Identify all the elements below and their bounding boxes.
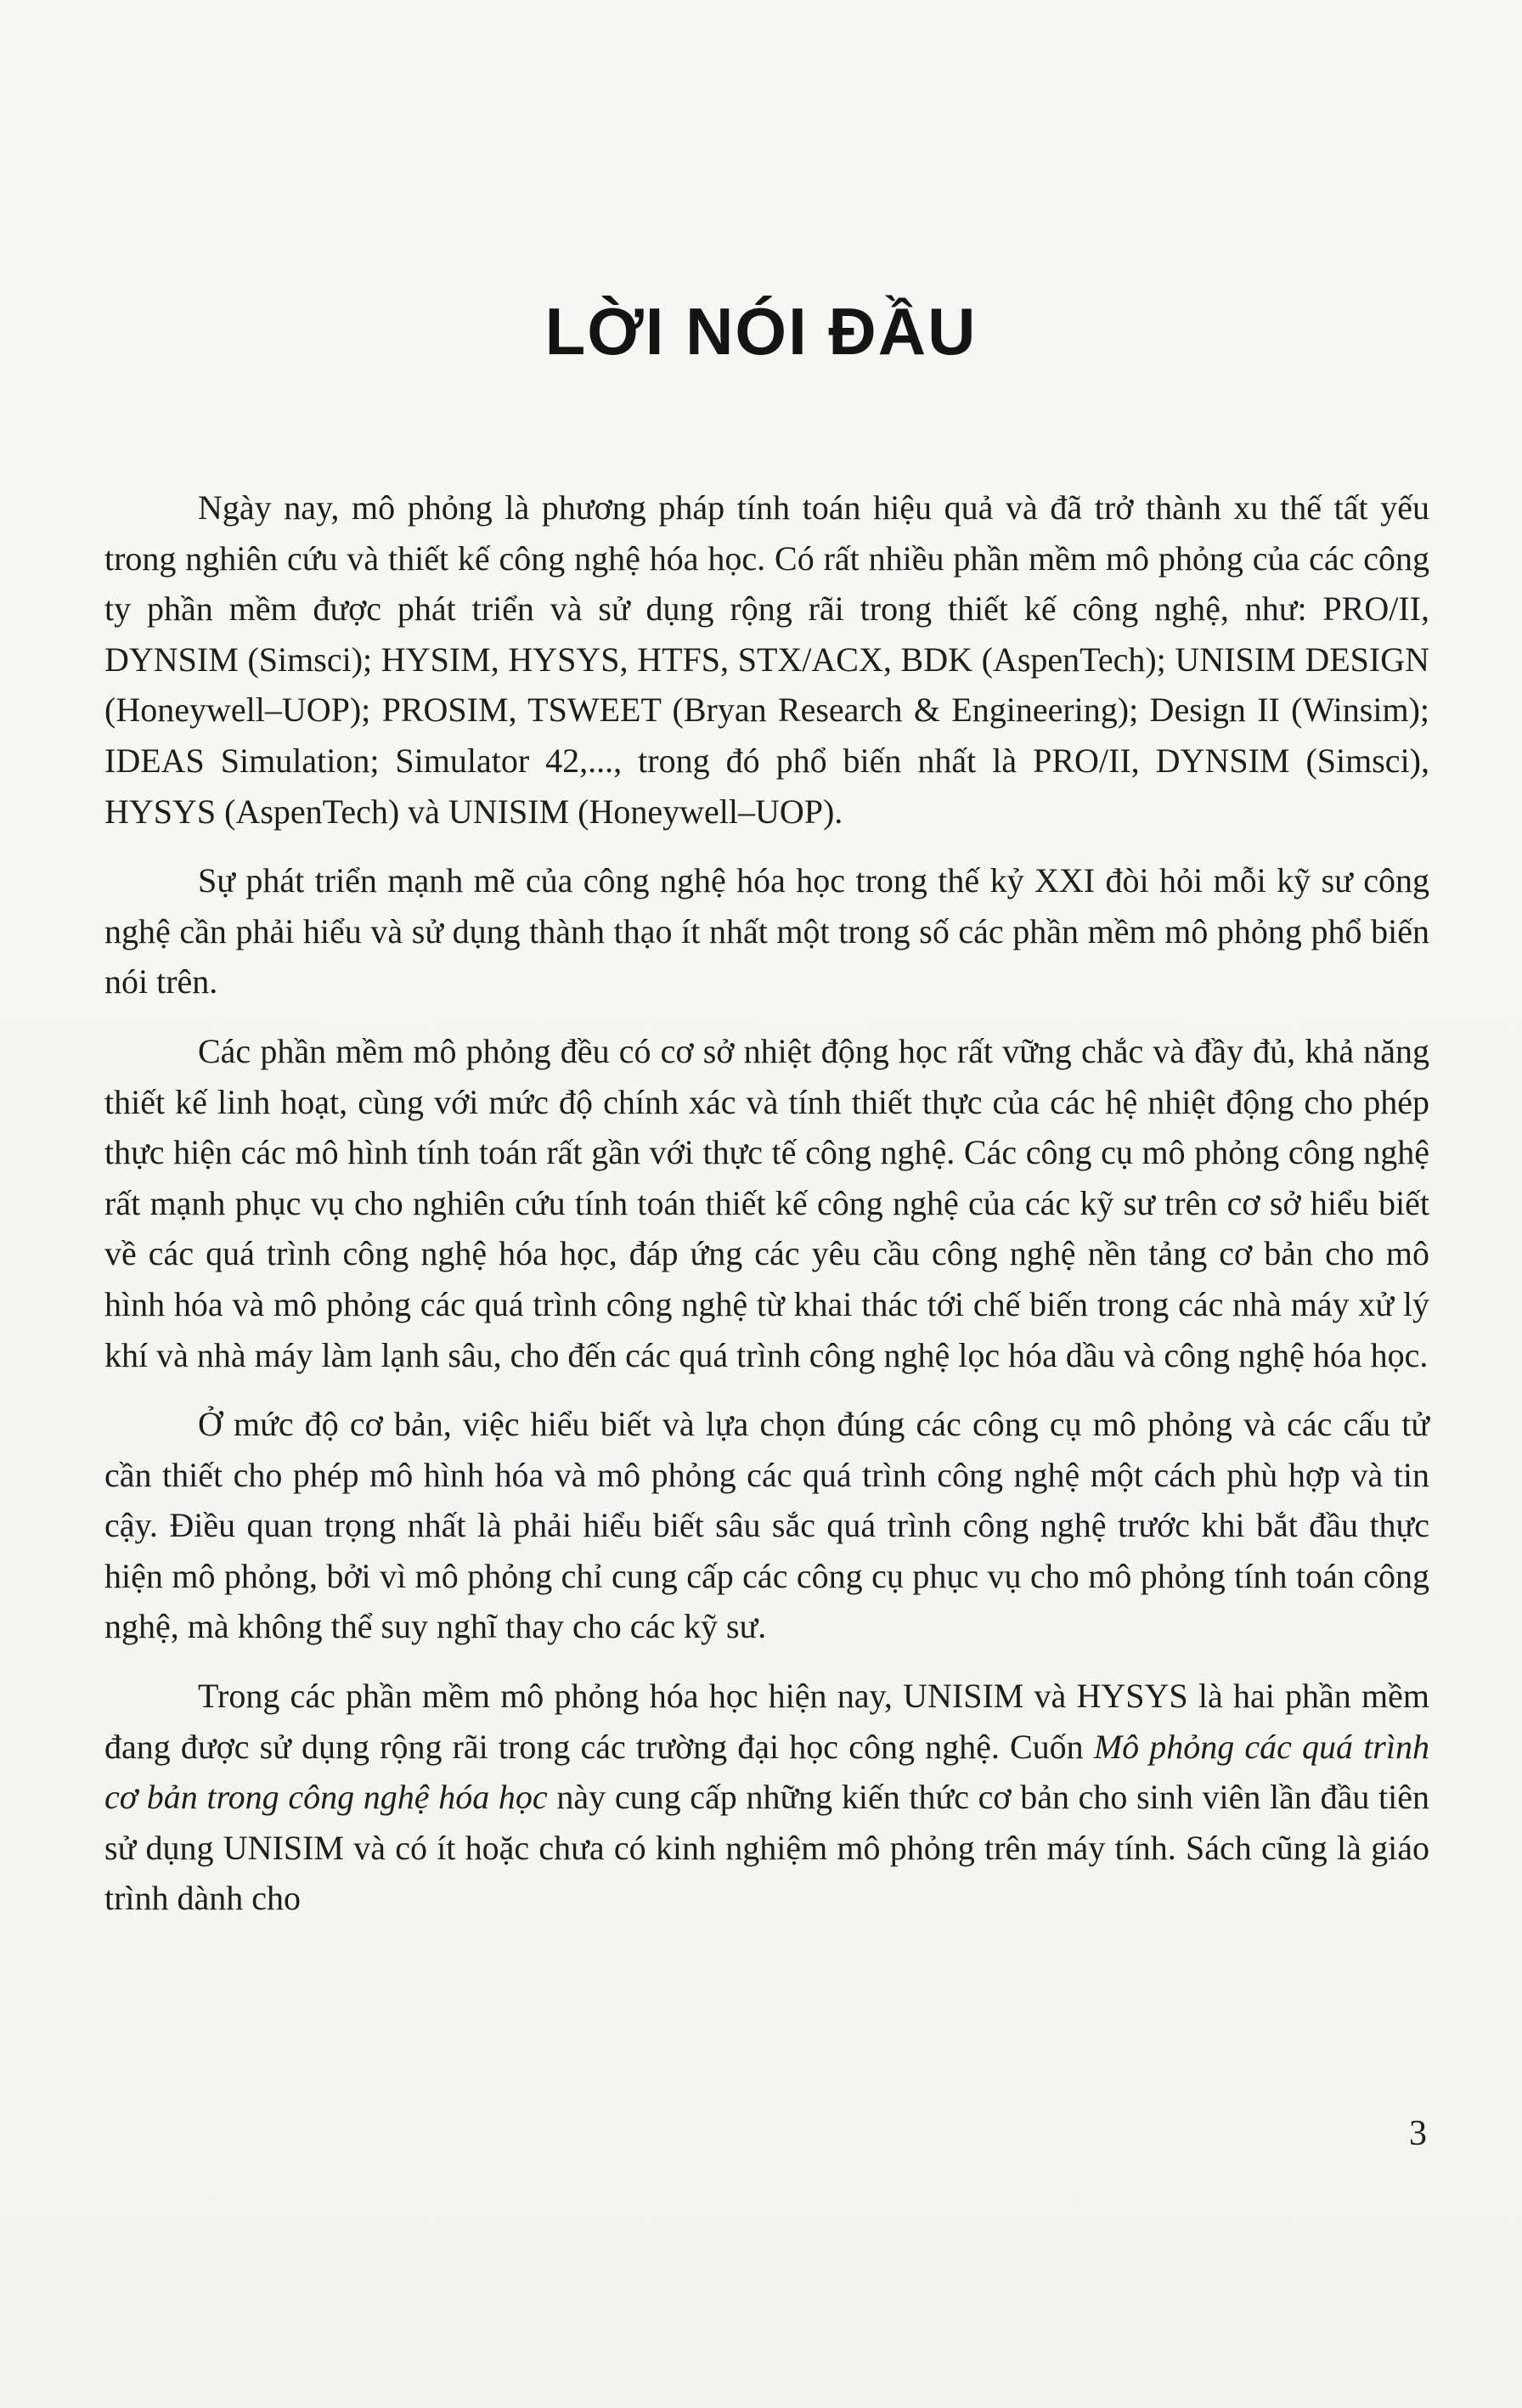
book-title: Mô phỏng các quá trình cơ bản trong công nghệ hóa học [104,1727,1429,1817]
paragraph-1: Ngày nay, mô phỏng là phương pháp tính toán hiệu quả và đã trở thành xu thế tất yếu trong nghiên cứu và thiết kế công nghệ hóa học. Có rất nhiều phần mềm mô phỏng của các công ty phần mềm được phát triển và sử dụng rộng rãi trong thiết kế công nghệ, như: PRO/II, DYNSIM (Simsci); HYSIM, HYSYS, HTFS, STX/ACX, BDK (AspenTech); UNISIM DESIGN (Honeywell–UOP); PROSIM, TSWEET (Bryan Research & Engineering); Design II (Winsim); IDEAS Simulation; Simulator 42,..., trong đó phổ biến nhất là PRO/II, DYNSIM (Simsci), HYSYS (AspenTech) và UNISIM (Honeywell–UOP). [104,488,1429,831]
paragraph-4: Ở mức độ cơ bản, việc hiểu biết và lựa chọn đúng các công cụ mô phỏng và các cấu tử cần thiết cho phép mô hình hóa và mô phỏng các quá trình công nghệ một cách phù hợp và tin cậy. Điều quan trọng nhất là phải hiểu biết sâu sắc quá trình công nghệ trước khi bắt đầu thực hiện mô phỏng, bởi vì mô phỏng chỉ cung cấp các công cụ phục vụ cho mô phỏng tính toán công nghệ, mà không thể suy nghĩ thay cho các kỹ sư. [104,1405,1429,1646]
paragraph-5 [104,1671,1429,1924]
paragraph-2: Sự phát triển mạnh mẽ của công nghệ hóa học trong thế kỷ XXI đòi hỏi mỗi kỹ sư công nghệ cần phải hiểu và sử dụng thành thạo ít nhất một trong số các phần mềm mô phỏng phổ biến nói trên. [104,861,1429,1001]
body-text [104,482,1429,1943]
paragraph-5-end: này cung cấp những kiến thức cơ bản cho sinh viên lần đầu tiên sử dụng UNISIM và có ít hoặc chưa có kinh nghiệm mô phỏng trên máy tính. Sách cũng là giáo trình dành cho [104,1778,1430,1918]
paragraph-5-start: Trong các phần mềm mô phỏng hóa học hiện nay, UNISIM và HYSYS là hai phần mềm đang được sử dụng rộng rãi trong các trường đại học công nghệ. Cuốn [104,1677,1429,1766]
page-number: 3 [1409,2114,1427,2153]
page-heading: LỜI NÓI ĐẦU [544,294,978,369]
paragraph-3: Các phần mềm mô phỏng đều có cơ sở nhiệt động học rất vững chắc và đầy đủ, khả năng thiết kế linh hoạt, cùng với mức độ chính xác và tính thiết thực của các hệ nhiệt động cho phép thực hiện các mô hình tính toán rất gần với thực tế công nghệ. Các công cụ mô phỏng công nghệ rất mạnh phục vụ cho nghiên cứu tính toán thiết kế công nghệ của các kỹ sư trên cơ sở hiểu biết về các quá trình công nghệ hóa học, đáp ứng các yêu cầu công nghệ nền tảng cơ bản cho mô hình hóa và mô phỏng các quá trình công nghệ từ khai thác tới chế biến trong các nhà máy xử lý khí và nhà máy làm lạnh sâu, cho đến các quá trình công nghệ lọc hóa dầu và công nghệ hóa học. [104,1031,1429,1374]
